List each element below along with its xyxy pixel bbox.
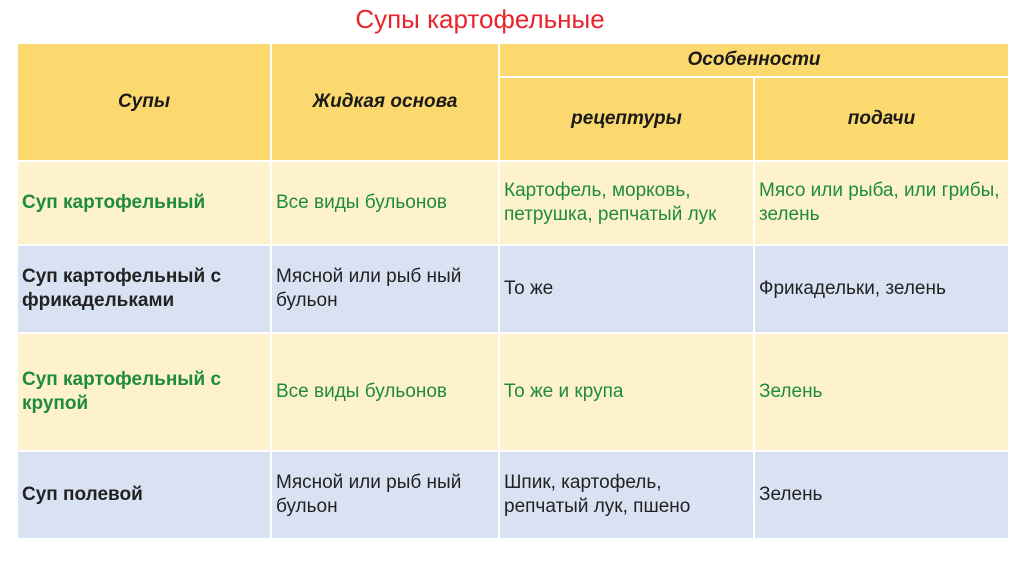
row3-serving: Зелень [755, 334, 1008, 450]
header-features: Особенности [500, 44, 1008, 76]
row2-serving: Фрикадельки, зелень [755, 246, 1008, 332]
header-serving: подачи [755, 78, 1008, 160]
header-soups: Супы [18, 44, 270, 160]
row4-base: Мясной или рыб ный бульон [272, 452, 498, 538]
soups-table [18, 44, 1006, 530]
row3-base: Все виды бульонов [272, 334, 498, 450]
slide-title: Супы картофельные [355, 4, 605, 34]
header-liquid-base: Жидкая основа [272, 44, 498, 160]
header-recipe: рецептуры [500, 78, 753, 160]
row1-name: Суп картофельный [18, 162, 270, 244]
row1-serving: Мясо или рыба, или грибы, зелень [755, 162, 1008, 244]
row2-name: Суп картофельный с фрикадельками [18, 246, 270, 332]
row1-recipe: Картофель, морковь, петрушка, репчатый лук [500, 162, 753, 244]
row4-name: Суп полевой [18, 452, 270, 538]
row4-serving: Зелень [755, 452, 1008, 538]
row4-recipe: Шпик, картофель, репчатый лук, пшено [500, 452, 753, 538]
row2-base: Мясной или рыб ный бульон [272, 246, 498, 332]
row2-recipe: То же [500, 246, 753, 332]
row1-base: Все виды бульонов [272, 162, 498, 244]
row3-name: Суп картофельный с крупой [18, 334, 270, 450]
row3-recipe: То же и крупа [500, 334, 753, 450]
